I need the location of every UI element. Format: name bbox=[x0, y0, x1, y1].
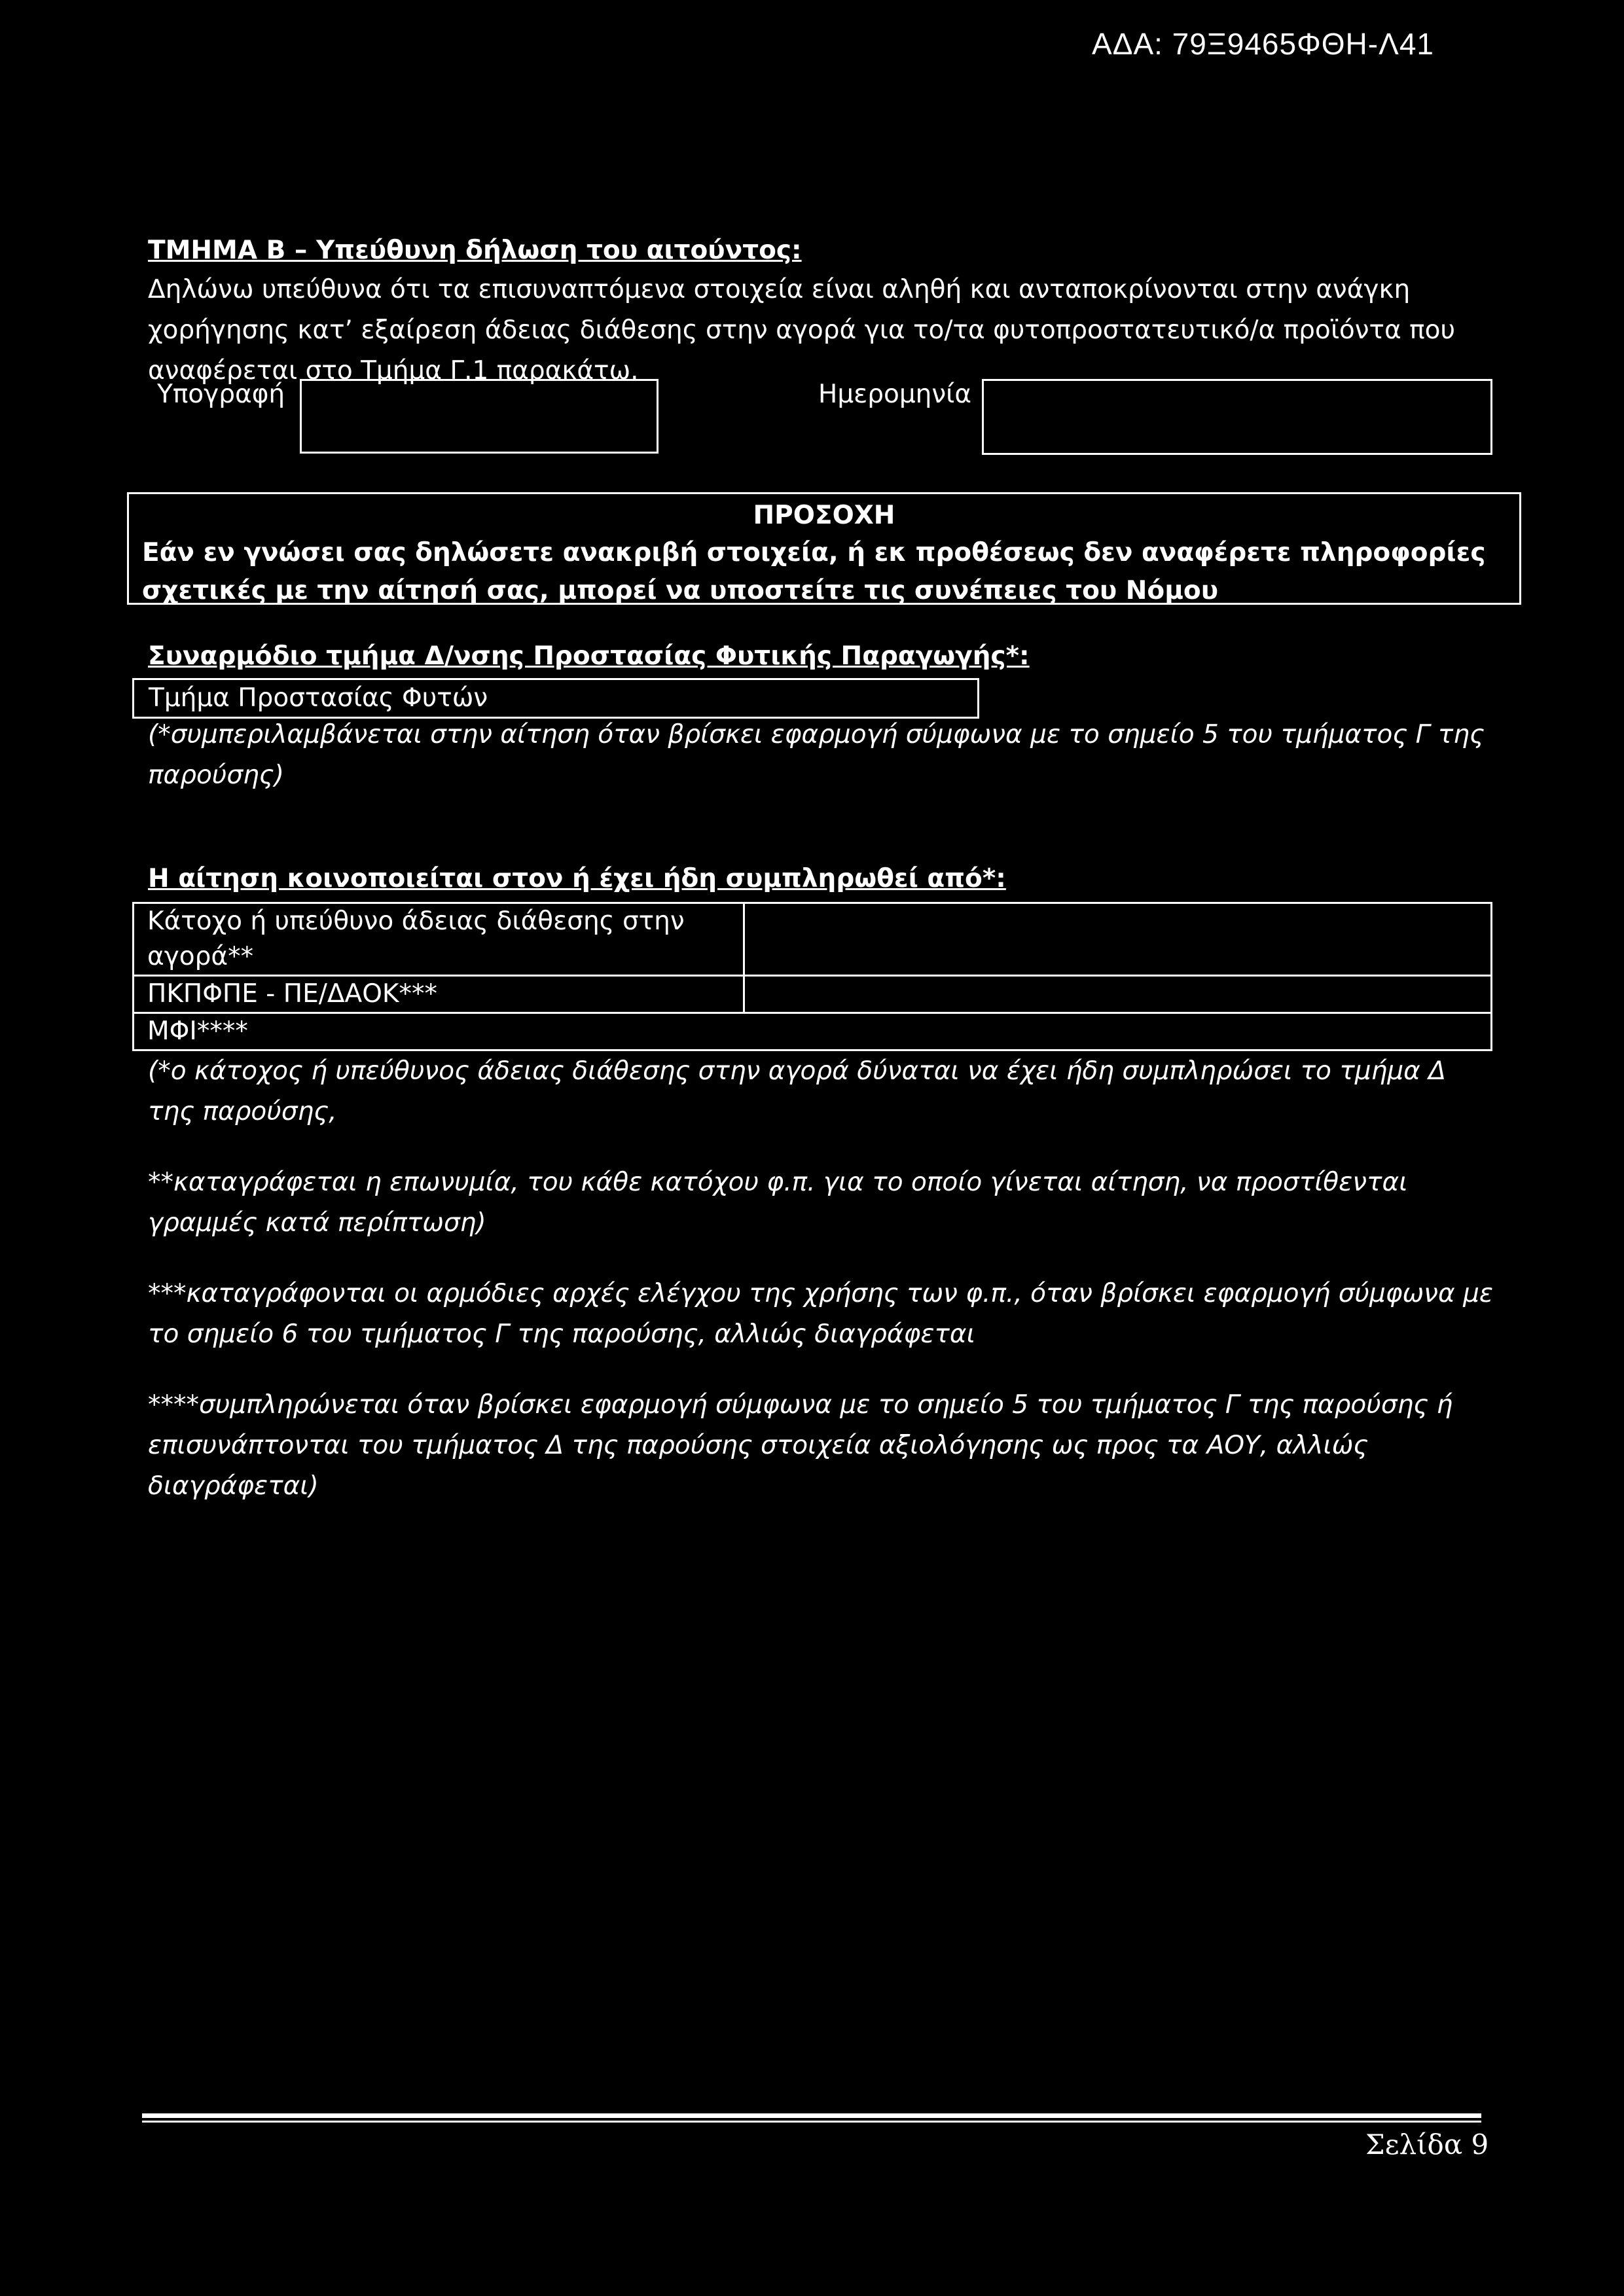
notification-table bbox=[132, 902, 1492, 1051]
declaration-text: Δηλώνω υπεύθυνα ότι τα επισυναπτόμενα στοιχεία είναι αληθή και ανταποκρίνονται στην ανάγκη χορήγησης κατ’ εξαίρεση άδειας διάθεσης στην αγορά για το/τα φυτοπροστατευτικό/α προϊόντα που αναφέρεται στο Τμήμα Γ.1 παρακάτω. bbox=[148, 275, 1456, 386]
section-b-title: ΤΜΗΜΑ Β – Υπεύθυνη δήλωση του αιτούντος: bbox=[148, 236, 802, 265]
department-note: (*συμπεριλαμβάνεται στην αίτηση όταν βρίσκει εφαρμογή σύμφωνα με το σημείο 5 του τμήματος Γ της παρούσης) bbox=[148, 720, 1485, 790]
department-title: Συναρμόδιο τμήμα Δ/νσης Προστασίας Φυτικής Παραγωγής*: bbox=[148, 641, 1030, 671]
page-number: Σελίδα 9 bbox=[1365, 2128, 1489, 2161]
footnote-3: ***καταγράφονται οι αρμόδιες αρχές ελέγχου της χρήσης των φ.π., όταν βρίσκει εφαρμογή σύμφωνα με το σημείο 6 του τμήματος Γ της παρούσης, αλλιώς διαγράφεται bbox=[148, 1279, 1493, 1349]
warning-title: ΠΡΟΣΟΧΗ bbox=[753, 501, 895, 530]
table-row bbox=[134, 976, 1492, 1013]
warning-box bbox=[127, 492, 1521, 605]
date-label: Ημερομηνία bbox=[818, 380, 972, 409]
footnote-1: (*ο κάτοχος ή υπεύθυνος άδειας διάθεσης στην αγορά δύναται να έχει ήδη συμπληρώσει το τμήμα Δ της παρούσης, bbox=[148, 1056, 1446, 1126]
warning-text: Εάν εν γνώσει σας δηλώσετε ανακριβή στοιχεία, ή εκ προθέσεως δεν αναφέρετε πληροφορίες σχετικές με την αίτησή σας, μπορεί να υποστείτε τις συνέπειες του Νόμου bbox=[142, 538, 1486, 605]
signature-field[interactable] bbox=[300, 379, 659, 454]
notification-title: Η αίτηση κοινοποιείται στον ή έχει ήδη συμπληρωθεί από*: bbox=[148, 864, 1006, 893]
authority-label: ΠΚΠΦΠΕ - ΠΕ/ΔΑΟΚ*** bbox=[134, 976, 744, 1013]
holder-label: Κάτοχο ή υπεύθυνο άδειας διάθεσης στην αγορά** bbox=[134, 903, 744, 976]
ada-code: ΑΔΑ: 79Ξ9465ΦΘΗ-Λ41 bbox=[1092, 27, 1434, 61]
footnote-4: ****συμπληρώνεται όταν βρίσκει εφαρμογή σύμφωνα με το σημείο 5 του τμήματος Γ της παρούσης ή επισυνάπτονται του τμήματος Δ της παρούσης στοιχεία αξιολόγησης ως προς τα ΑΟΥ, αλλιώς διαγράφεται) bbox=[148, 1390, 1453, 1501]
authority-value-cell[interactable] bbox=[744, 976, 1492, 1013]
date-field[interactable] bbox=[982, 379, 1492, 455]
holder-value-cell[interactable] bbox=[744, 903, 1492, 976]
mfi-label: ΜΦΙ**** bbox=[134, 1013, 1492, 1050]
department-field[interactable]: Τμήμα Προστασίας Φυτών bbox=[132, 678, 979, 719]
table-row bbox=[134, 1013, 1492, 1050]
footer-rule-thin bbox=[142, 2121, 1481, 2123]
footnote-2: **καταγράφεται η επωνυμία, του κάθε κατόχου φ.π. για το οποίο γίνεται αίτηση, να προστίθενται γραμμές κατά περίπτωση) bbox=[148, 1168, 1408, 1238]
footer-rule bbox=[142, 2113, 1481, 2118]
table-row bbox=[134, 903, 1492, 976]
signature-label: Υπογραφή bbox=[157, 380, 285, 409]
